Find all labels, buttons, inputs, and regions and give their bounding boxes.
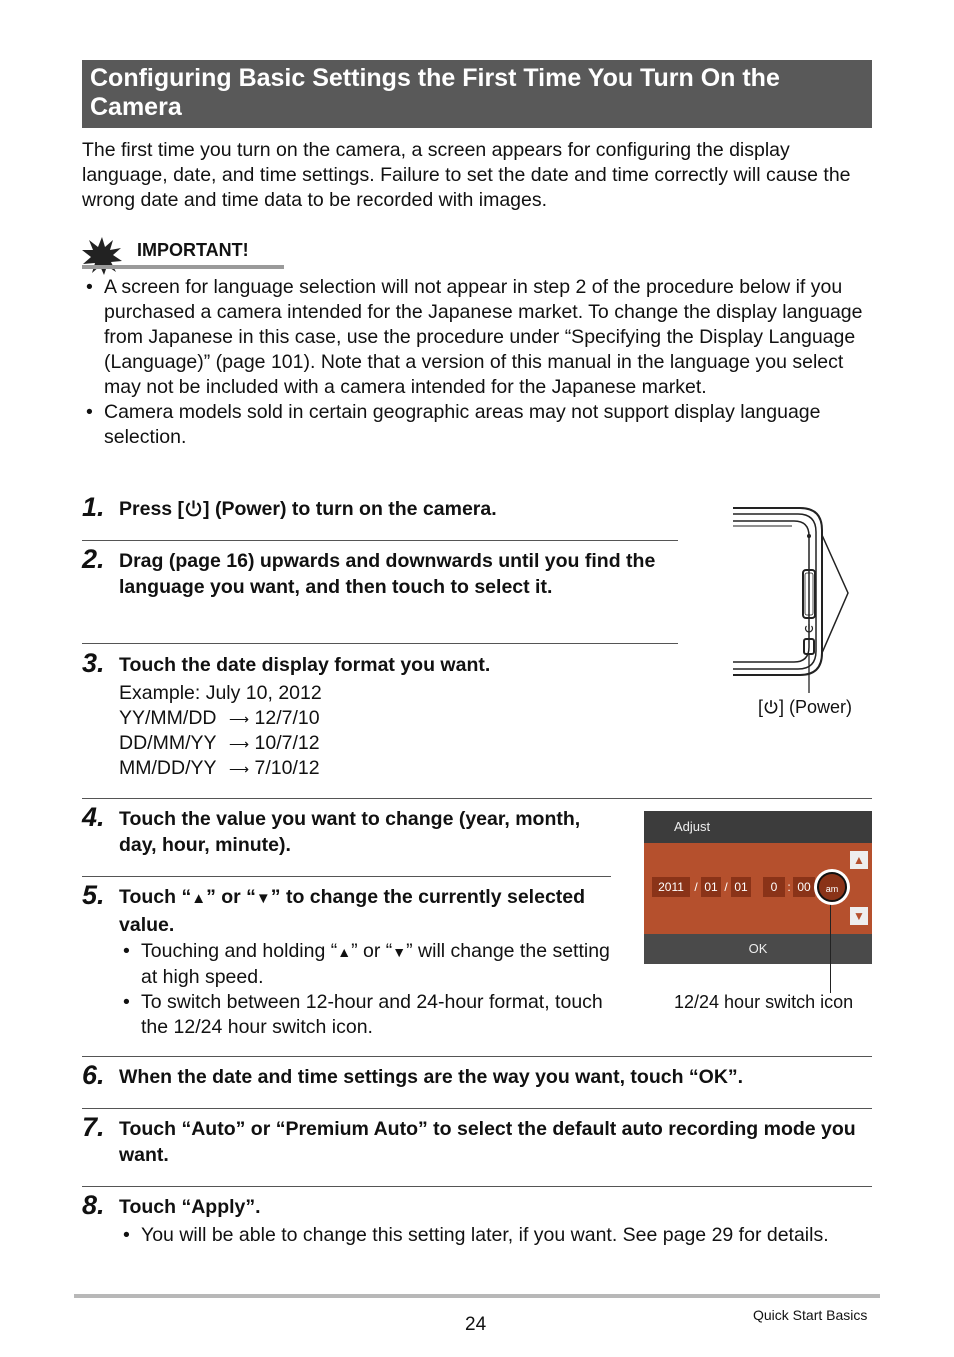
format-row [119,731,320,757]
step-1-post: ] (Power) to turn on the camera. [203,498,497,520]
day-field[interactable]: 01 [731,877,751,897]
divider [82,1186,872,1187]
down-arrow-button[interactable]: ▼ [850,907,868,925]
year-field[interactable]: 2011 [652,877,690,897]
down-triangle-icon: ▼ [392,944,407,960]
step-number: 6. [82,1060,105,1090]
step-5-text [119,884,619,938]
step-5-part: Touch “ [119,886,192,908]
adjust-header: Adjust [644,811,872,843]
step-5-part: ” to change the currently selected value. [119,886,586,936]
format-row [119,706,320,732]
footer-rule [74,1294,880,1298]
camera-side-illustration [730,505,855,700]
divider [82,798,872,799]
step-number: 7. [82,1112,105,1142]
list-item: • A screen for language selection will not appear in step 2 of the procedure below if you purchased a camera intended for the Japanese market. To change the display language from Japanese in this case, use the procedure under “Specifying the Display Language (Language)” (page 101). Note that a version of this manual in the language you select may not be included with a camera intended for the Japanese market. [82,275,874,400]
step-number: 8. [82,1190,105,1220]
switch-icon-caption: 12/24 hour switch icon [674,992,854,1012]
step-1-text [119,496,497,522]
format-value: 7/10/12 [254,757,320,779]
step-number: 3. [82,648,105,678]
step-number: 2. [82,544,105,574]
format-label: DD/MM/YY [119,732,217,754]
divider [82,643,678,644]
adjust-screen [644,811,872,964]
up-arrow-button[interactable]: ▲ [850,851,868,869]
date-separator: / [694,880,698,894]
step-5-part: ” or “ [206,886,256,908]
format-label: MM/DD/YY [119,757,217,779]
step-3-text: Touch the date display format you want. [119,654,491,676]
format-value: 10/7/12 [254,732,320,754]
step-number: 1. [82,492,105,522]
important-bullets [82,275,874,450]
list-item: • To switch between 12-hour and 24-hour format, touch the 12/24 hour switch icon. [119,990,619,1040]
step-8-text: Touch “Apply”. [119,1196,261,1218]
callout-line [830,905,831,993]
step-6-text: When the date and time settings are the way you want, touch “OK”. [119,1066,744,1088]
step-3-example: Example: July 10, 2012 [119,682,322,704]
page-number: 24 [465,1314,487,1335]
arrow-right-icon: ⟶ [229,736,250,752]
step-8-bullets [119,1223,839,1248]
format-value: 12/7/10 [254,707,320,729]
bullet-part: ” will change the setting at high speed. [141,940,610,988]
step-7-text: Touch “Auto” or “Premium Auto” to select the default auto recording mode you want. [119,1118,856,1166]
power-icon [763,699,779,715]
divider [82,540,678,541]
hour-field[interactable]: 0 [763,877,785,897]
up-triangle-icon: ▲ [337,944,352,960]
minute-field[interactable]: 00 [793,877,815,897]
bullet-part: ” or “ [351,940,393,962]
arrow-right-icon: ⟶ [229,761,250,777]
step-number: 4. [82,802,105,832]
step-2-text: Drag (page 16) upwards and downwards until you find the language you want, and then touch to select it. [119,550,656,598]
divider [82,876,611,877]
list-item: • You will be able to change this setting later, if you want. See page 29 for details. [119,1223,839,1248]
list-item [119,939,619,990]
arrow-right-icon: ⟶ [229,711,250,727]
down-triangle-icon: ▼ [255,890,271,907]
time-separator: : [787,880,791,894]
date-separator: / [724,880,728,894]
step-5-bullets [119,939,619,1040]
power-caption-pre: [ [758,697,764,717]
intro-paragraph: The first time you turn on the camera, a screen appears for configuring the display language, date, and time settings. Failure to set the date and time correctly will cause the wrong date and time data to be recorded with images. [82,139,851,211]
ampm-switch-icon[interactable]: am [817,872,847,902]
up-triangle-icon: ▲ [191,890,207,907]
important-label: IMPORTANT! [137,240,249,260]
important-underline [82,265,284,269]
step-number: 5. [82,880,105,910]
format-label: YY/MM/DD [119,707,217,729]
ok-button[interactable]: OK [644,934,872,964]
power-caption [758,697,852,718]
divider [82,1056,872,1057]
step-4-text: Touch the value you want to change (year, month, day, hour, minute). [119,808,581,856]
power-caption-post: ] (Power) [779,697,853,717]
step-1-pre: Press [ [119,498,185,520]
bullet-part: Touching and holding “ [141,940,338,962]
format-row [119,756,320,782]
important-burst-icon [82,237,122,275]
divider [82,1108,872,1109]
power-icon [184,499,203,518]
section-name: Quick Start Basics [753,1307,868,1323]
page-title: Configuring Basic Settings the First Time You Turn On the Camera [82,60,872,128]
list-item: • Camera models sold in certain geographic areas may not support display language selection. [82,400,874,450]
month-field[interactable]: 01 [701,877,721,897]
